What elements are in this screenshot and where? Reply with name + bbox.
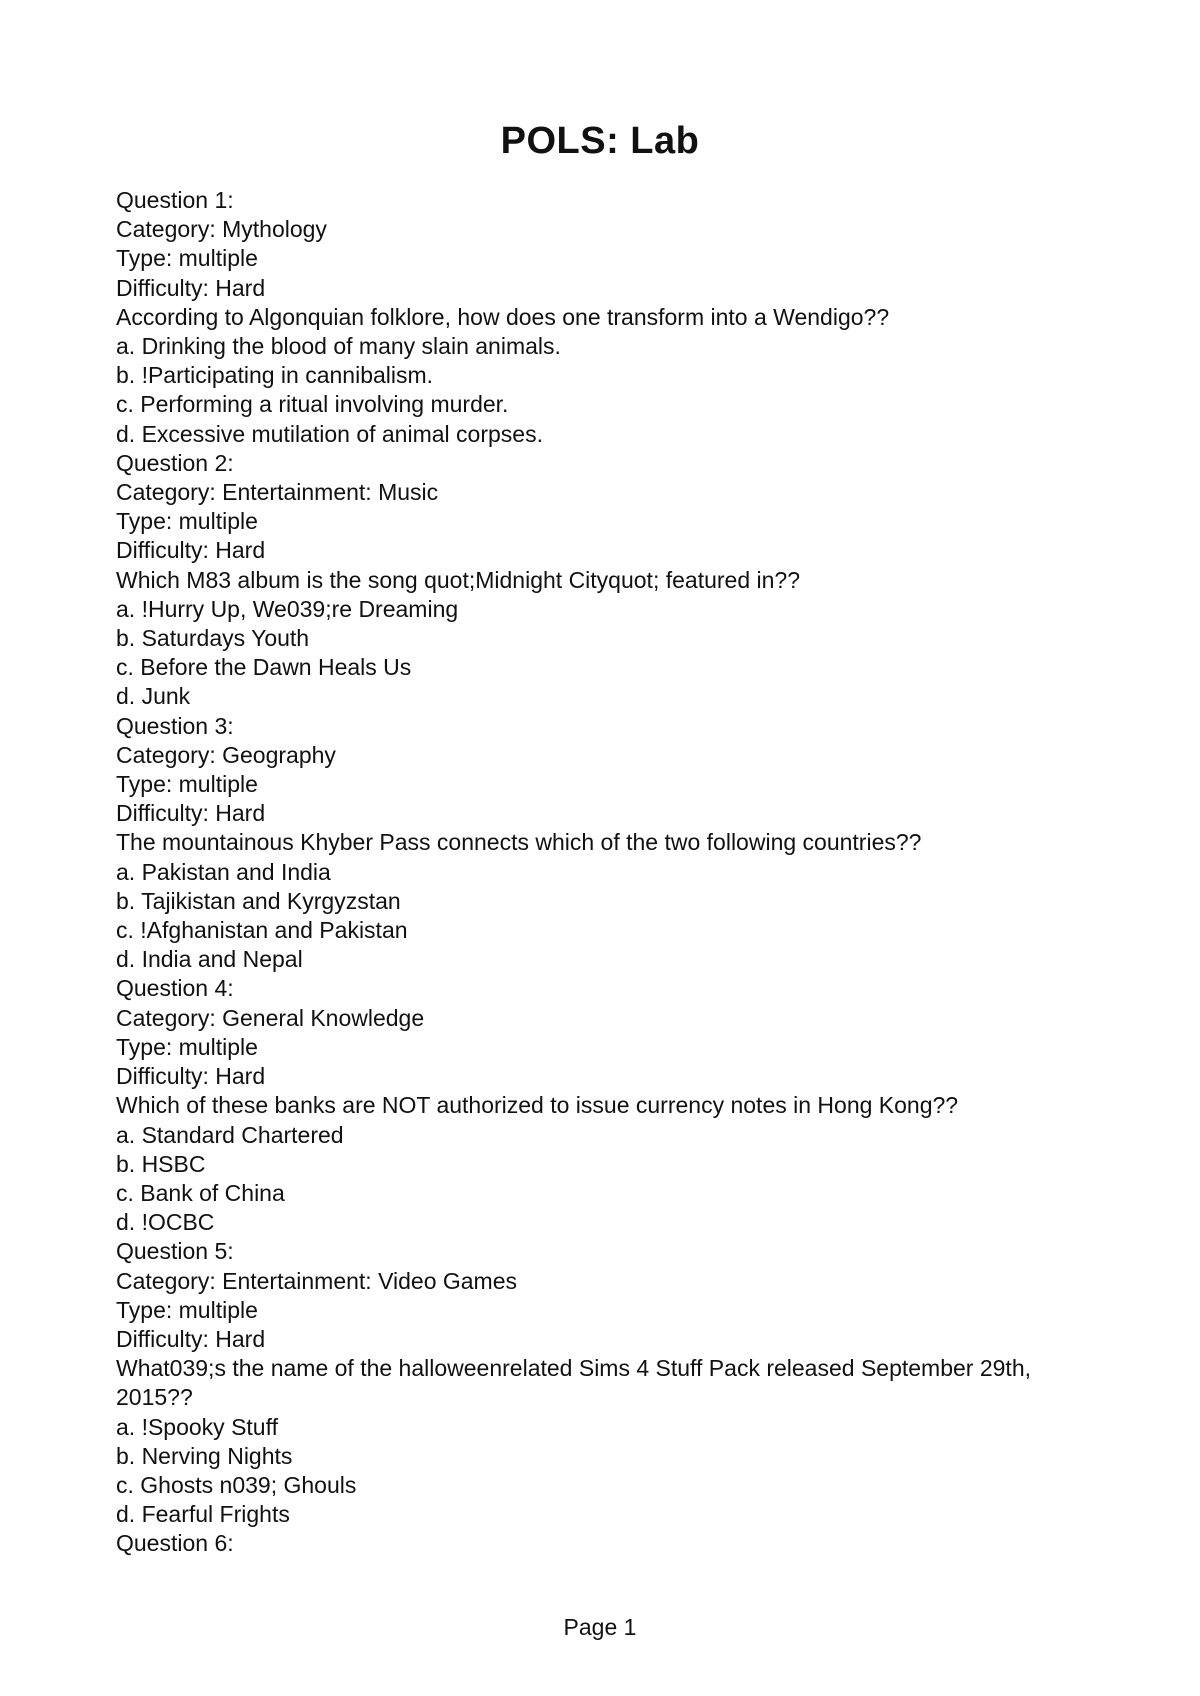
question-category: Category: General Knowledge (116, 1004, 425, 1031)
question-header: Question 1: (116, 187, 234, 213)
question-header: Question 5: (116, 1238, 234, 1265)
question-category: Category: Geography (116, 741, 336, 768)
question-text: What039;s the name of the halloweenrelated Sims 4 Stuff Pack released September 29th, 2015?? (116, 1355, 1032, 1411)
question-difficulty: Difficulty: Hard (116, 537, 266, 564)
answer-option-b: b. Tajikistan and Kyrgyzstan (116, 887, 401, 914)
answer-option-d: d. !OCBC (116, 1209, 215, 1236)
answer-option-c: c. Ghosts n039; Ghouls (116, 1471, 357, 1498)
question-1 (116, 186, 1096, 449)
answer-option-b: b. HSBC (116, 1150, 206, 1177)
question-text: Which of these banks are NOT authorized to issue currency notes in Hong Kong?? (116, 1092, 959, 1119)
question-difficulty: Difficulty: Hard (116, 1063, 266, 1090)
question-3 (116, 712, 1096, 975)
question-text: Which M83 album is the song quot;Midnight Cityquot; featured in?? (116, 566, 800, 593)
question-category: Category: Entertainment: Music (116, 479, 439, 506)
question-category: Category: Mythology (116, 216, 327, 243)
question-type: Type: multiple (116, 771, 258, 798)
question-type: Type: multiple (116, 245, 258, 272)
answer-option-a: a. !Hurry Up, We039;re Dreaming (116, 595, 459, 622)
question-header: Question 3: (116, 712, 234, 739)
question-5 (116, 1237, 1096, 1529)
answer-option-a: a. !Spooky Stuff (116, 1413, 278, 1440)
answer-option-d: d. India and Nepal (116, 946, 303, 973)
question-type: Type: multiple (116, 1033, 258, 1060)
question-list (116, 186, 1096, 1559)
answer-option-d: d. Junk (116, 683, 191, 710)
answer-option-b: b. Nerving Nights (116, 1442, 293, 1469)
question-text: The mountainous Khyber Pass connects which of the two following countries?? (116, 829, 922, 856)
answer-option-d: d. Excessive mutilation of animal corpses. (116, 420, 543, 447)
answer-option-a: a. Drinking the blood of many slain animals. (116, 333, 561, 360)
question-header: Question 6: (116, 1530, 234, 1557)
answer-option-c: c. !Afghanistan and Pakistan (116, 917, 408, 944)
answer-option-b: b. Saturdays Youth (116, 625, 310, 652)
document-title: POLS: Lab (500, 120, 700, 162)
question-header: Question 4: (116, 975, 234, 1002)
question-6 (116, 1529, 1096, 1558)
answer-option-a: a. Pakistan and India (116, 858, 331, 885)
question-difficulty: Difficulty: Hard (116, 800, 266, 827)
question-header: Question 2: (116, 449, 234, 476)
answer-option-a: a. Standard Chartered (116, 1121, 344, 1148)
question-category: Category: Entertainment: Video Games (116, 1267, 518, 1294)
question-difficulty: Difficulty: Hard (116, 1325, 266, 1352)
answer-option-c: c. Bank of China (116, 1179, 285, 1206)
answer-option-b: b. !Participating in cannibalism. (116, 362, 434, 389)
question-difficulty: Difficulty: Hard (116, 274, 266, 301)
answer-option-c: c. Performing a ritual involving murder. (116, 391, 509, 418)
question-type: Type: multiple (116, 508, 258, 535)
question-text: According to Algonquian folklore, how does one transform into a Wendigo?? (116, 303, 890, 330)
page-number: Page 1 (563, 1614, 637, 1640)
question-type: Type: multiple (116, 1296, 258, 1323)
question-4 (116, 974, 1096, 1237)
question-2 (116, 449, 1096, 712)
answer-option-d: d. Fearful Frights (116, 1501, 290, 1528)
answer-option-c: c. Before the Dawn Heals Us (116, 654, 412, 681)
